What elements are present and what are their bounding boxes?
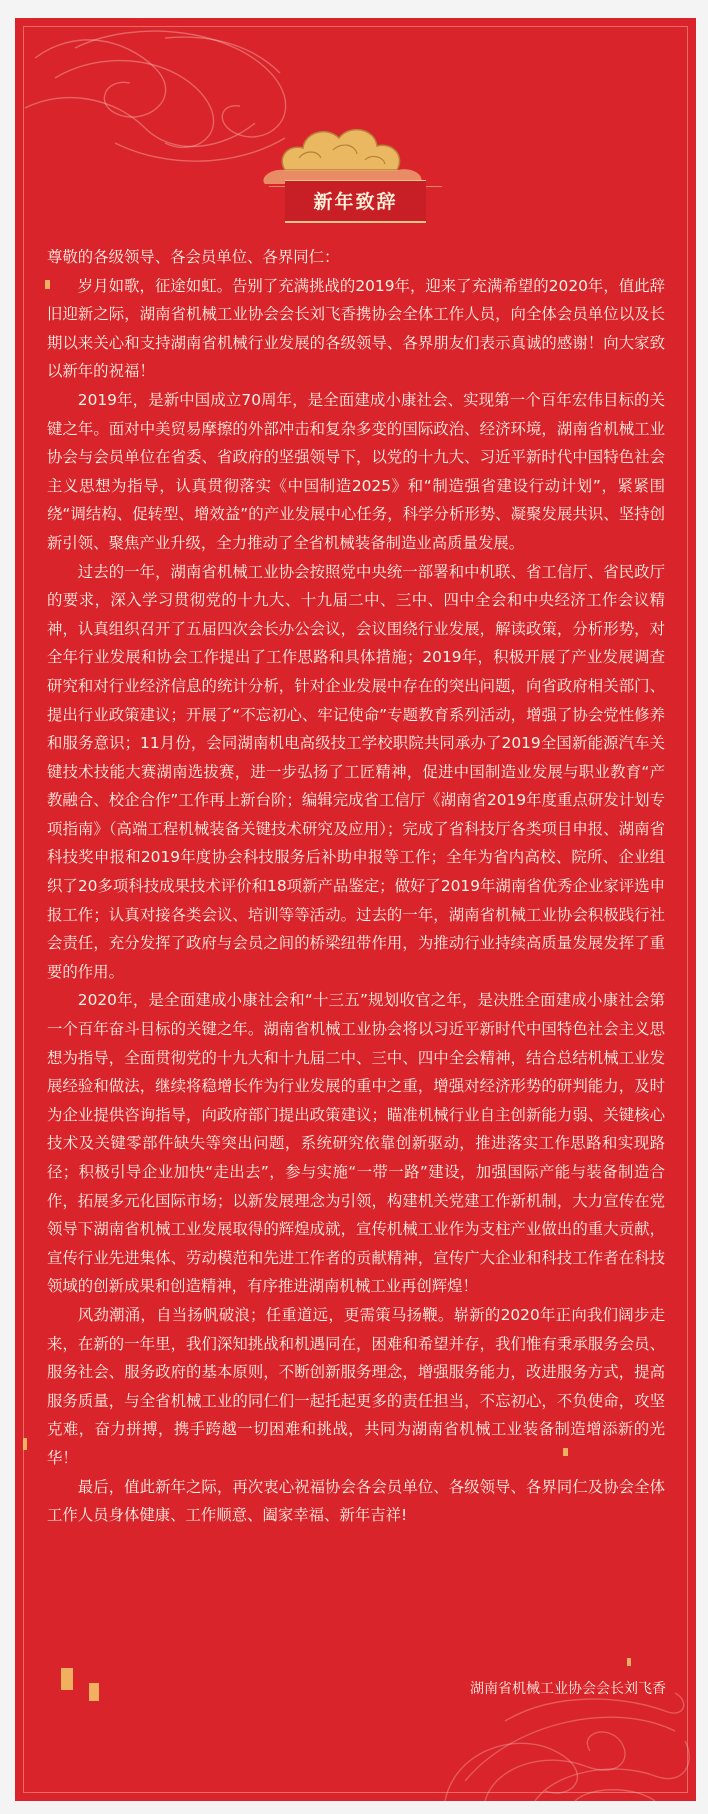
paragraph: 岁月如歌，征途如虹。告别了充满挑战的2019年，迎来了充满希望的2020年，值此辞旧迎新之际，湖南省机械工业协会会长刘飞香携协会全体工作人员，向全体会员单位以及长期以来关心和支持湖南省机械行业发展的各级领导、各界朋友们表示真诚的感谢！向大家致以新年的祝福！ xyxy=(47,276,665,381)
auspicious-cloud-icon xyxy=(263,130,421,184)
wave-pattern-icon xyxy=(445,1693,689,1801)
page-title: 新年致辞 xyxy=(285,180,425,223)
paragraph: 2019年，是新中国成立70周年，是全面建成小康社会、实现第一个百年宏伟目标的关键之年。面对中美贸易摩擦的外部冲击和复杂多变的国际政治、经济环境，湖南省机械工业协会与会员单位在省委、省政府的坚强领导下，以党的十九大、习近平新时代中国特色社会主义思想为指导，认真贯彻落实《中国制造2025》和“制造强省建设行动计划”，紧紧围绕“调结构、促转型、增效益”的产业发展中心任务，科学分析形势、凝聚发展共识、坚持创新引领、聚焦产业升级，全力推动了全省机械装备制造业高质量发展。 xyxy=(47,390,665,552)
wave-pattern-icon xyxy=(25,31,286,161)
paragraph: 过去的一年，湖南省机械工业协会按照党中央统一部署和中机联、省工信厅、省民政厅的要求，深入学习贯彻党的十九大、十九届二中、三中、四中全会和中央经济工作会议精神，认真组织召开了五届四次会长办公会议，会议围绕行业发展，解读政策，分析形势，对全年行业发展和协会工作提出了工作思路和具体措施；2019年，积极开展了产业发展调查研究和对行业经济信息的统计分析，针对企业发展中存在的突出问题，向省政府相关部门、提出行业政策建议；开展了“不忘初心、牢记使命”专题教育系列活动，增强了协会党性修养和服务意识；11月份，会同湖南机电高级技工学校职院共同承办了2019全国新能源汽车关键技术技能大赛湖南选拔赛，进一步弘扬了工匠精神，促进中国制造业发展与职业教育“产教融合、校企合作”工作再上新台阶；编辑完成省工信厅《湖南省2019年度重点研发计划专项指南》（高端工程机械装备关键技术研究及应用）；完成了省科技厅各类项目申报、湖南省科技奖申报和2019年度协会科技服务后补助申报等工作；全年为省内高校、院所、企业组织了20多项科技成果技术评价和18项新产品鉴定；做好了2019年湖南省优秀企业家评选申报工作；认真对接各类会议、培训等等活动。过去的一年，湖南省机械工业协会积极践行社会责任，充分发挥了政府与会员之间的桥梁纽带作用，为推动行业持续高质量发展发挥了重要的作用。 xyxy=(47,562,665,981)
gold-sparkle xyxy=(23,1438,27,1450)
paragraph: 2020年，是全面建成小康社会和“十三五”规划收官之年，是决胜全面建成小康社会第一个百年奋斗目标的关键之年。湖南省机械工业协会将以习近平新时代中国特色社会主义思想为指导，全面贯彻党的十九大和十九届二中、三中、四中全会精神，结合总结机械工业发展经验和做法，继续将稳增长作为行业发展的重中之重，增强对经济形势的研判能力，及时为企业提供咨询指导，向政府部门提出政策建议；瞄准机械行业自主创新能力弱、关键核心技术及关键零部件缺失等突出问题，系统研究依靠创新驱动，推进落实工作思路和实现路径；积极引导企业加快“走出去”，参与实施“一带一路”建设，加强国际产能与装备制造合作，拓展多元化国际市场；以新发展理念为引领，构建机关党建工作新机制，大力宣传在党领导下湖南省机械工业发展取得的辉煌成就，宣传机械工业作为支柱产业做出的重大贡献，宣传行业先进集体、劳动模范和先进工作者的贡献精神，宣传广大企业和科技工作者在科技领域的创新成果和创造精神，有序推进湖南机械工业再创辉煌！ xyxy=(47,991,665,1296)
paragraph: 最后，值此新年之际，再次衷心祝福协会各会员单位、各级领导、各界同仁及协会全体工作人员身体健康、工作顺意、阖家幸福、新年吉祥! xyxy=(47,1477,665,1525)
salutation: 尊敬的各级领导、各会员单位、各界同仁： xyxy=(47,248,340,266)
letter-body xyxy=(47,243,665,1530)
bottom-decoration xyxy=(15,1601,696,1801)
signature: 湖南省机械工业协会会长刘飞香 xyxy=(470,1681,666,1697)
paragraph: 风劲潮涌，自当扬帆破浪；任重道远，更需策马扬鞭。崭新的2020年正向我们阔步走来，在新的一年里，我们深知挑战和机遇同在，困难和希望并存，我们惟有秉承服务会员、服务社会、服务政府的基本原则，不断创新服务理念，增强服务能力，改进服务方式，提高服务质量，与全省机械工业的同仁们一起托起更多的责任担当，不忘初心，不负使命，攻坚克难，奋力拼搏，携手跨越一切困难和挑战，共同为湖南省机械工业装备制造增添新的光华！ xyxy=(47,1305,665,1467)
title-area xyxy=(15,180,696,223)
greeting-card xyxy=(15,18,696,1801)
